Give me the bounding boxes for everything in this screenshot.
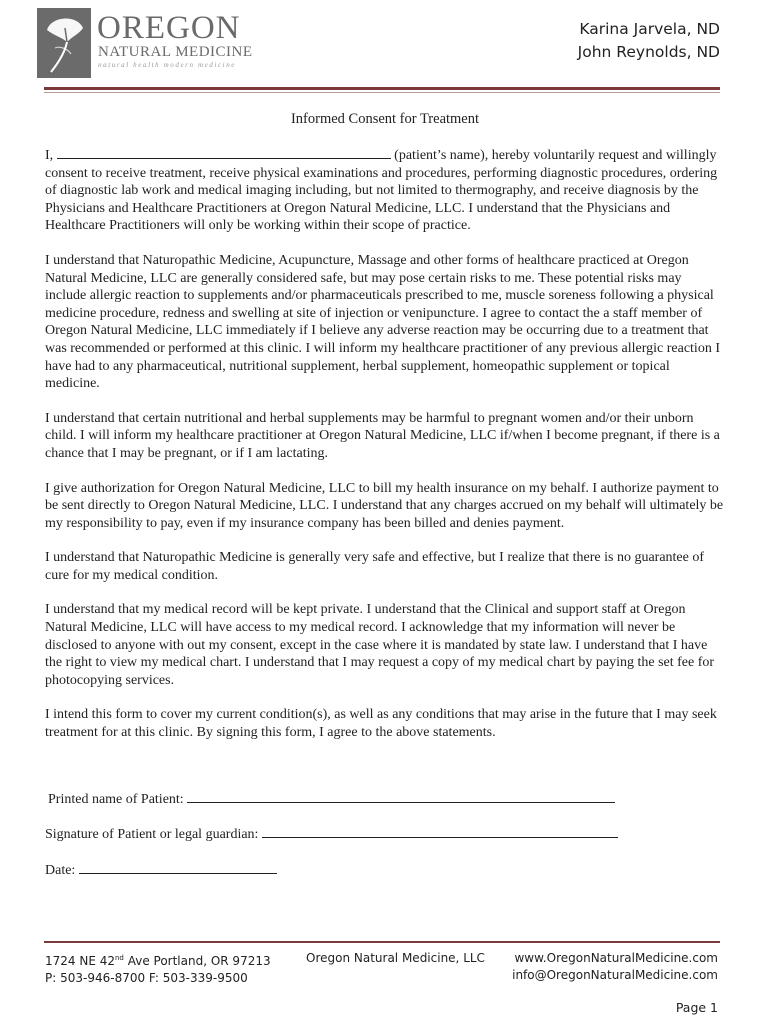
- patient-name-blank[interactable]: [57, 146, 391, 159]
- footer-street-number: 1724 NE 42: [45, 954, 115, 968]
- date-field[interactable]: [79, 861, 277, 874]
- paragraph-consent-text: (patient’s name), hereby voluntarily request and willingly consent to receive treatment, receive physical examinations and procedures, performing diagnostic procedures, ordering of diagnostic lab work and medical imaging including, but not limited to thermography, and receive diagnosis by the Physicians and Healthcare Practitioners at Oregon Natural Medicine, LLC. I understand that the Physicians and Healthcare Practitioners will only be working within their scope of practice.: [45, 148, 718, 234]
- paragraph-privacy: I understand that my medical record will be kept private. I understand that the Clinical and support staff at Oregon Natural Medicine, LLC will have access to my medical record. I acknowledge that my information will never be disclosed to anyone with out my consent, except in the case where it is mandated by state law. I understand that I have the right to view my medical chart. I understand that I may request a copy of my medical chart by paying the set fee for photocopying services.: [45, 602, 715, 688]
- footer-company: Oregon Natural Medicine, LLC: [306, 951, 485, 965]
- printed-name-row: [48, 790, 615, 808]
- footer-address: [45, 950, 271, 987]
- date-row: [45, 861, 277, 879]
- paragraph-agreement: I intend this form to cover my current condition(s), as well as any conditions that may arise in the future that I may seek treatment for at this clinic. By signing this form, I agree to the above statements.: [45, 707, 717, 741]
- paragraph-risks: I understand that Naturopathic Medicine, Acupuncture, Massage and other forms of healthcare practiced at Oregon Natural Medicine, LLC are generally considered safe, but may pose certain risks to me. These potential risks may include allergic reaction to supplements and/or pharmaceuticals prescribed to me, muscle soreness following a physical medicine procedure, redness and swelling at site of injection or venipuncture. I agree to contact the a staff member of Oregon Natural Medicine, LLC immediately if I believe any adverse reaction may be occurring due to a treatment that was recommended or performed at this clinic. I will inform my healthcare practitioner of any previous allergic reaction I have had to any pharmaceutical, nutritional supplement, herbal supplement, homeopathic supplement or topical medicine.: [45, 252, 720, 392]
- signature-row: [45, 825, 618, 843]
- signature-field[interactable]: [262, 825, 618, 838]
- footer-email-link[interactable]: info@OregonNaturalMedicine.com: [512, 968, 718, 982]
- document-title: Informed Consent for Treatment: [290, 111, 480, 127]
- doctor-name-2: John Reynolds, ND: [577, 43, 720, 61]
- header-divider: [44, 87, 720, 90]
- logo: [37, 8, 257, 80]
- page-number: Page 1: [675, 1000, 718, 1015]
- signature-label: Signature of Patient or legal guardian:: [45, 827, 259, 842]
- footer-phone: P: 503-946-8700 F: 503-339-9500: [45, 971, 248, 985]
- date-label: Date:: [45, 863, 76, 878]
- logo-title: OREGON: [97, 10, 241, 46]
- paragraph-no-guarantee: I understand that Naturopathic Medicine is generally very safe and effective, but I realize that there is no guarantee of cure for my medical condition.: [45, 550, 705, 583]
- footer-street-rest: Ave Portland, OR 97213: [123, 954, 271, 968]
- footer-website-link[interactable]: www.OregonNaturalMedicine.com: [514, 951, 718, 965]
- logo-tagline: natural health modern medicine: [98, 61, 237, 69]
- paragraph-billing: I give authorization for Oregon Natural Medicine, LLC to bill my health insurance on my behalf. I authorize payment to be sent directly to Oregon Natural Medicine, LLC. I understand that any charges accrued on my behalf will ultimately be my responsibility to pay, even if my insurance company has been billed and denies payment.: [45, 480, 724, 531]
- printed-name-label: Printed name of Patient:: [48, 792, 184, 807]
- printed-name-field[interactable]: [187, 790, 615, 803]
- footer-contact: [512, 950, 718, 984]
- doctor-name-1: Karina Jarvela, ND: [579, 20, 720, 38]
- paragraph-consent: [45, 146, 725, 235]
- paragraph-pregnancy: I understand that certain nutritional and herbal supplements may be harmful to pregnant women and/or their unborn child. I will inform my healthcare practitioner at Oregon Natural Medicine, LLC if/when I become pregnant, if there is a chance that I may be pregnant, or if I am lactating.: [45, 410, 720, 461]
- footer-divider: [44, 941, 720, 943]
- footer-street-suffix: nd: [115, 954, 124, 962]
- document-body: [45, 146, 725, 759]
- ginkgo-leaf-icon: [37, 8, 91, 78]
- doctor-names: [578, 18, 720, 64]
- logo-subtitle: NATURAL MEDICINE: [98, 44, 253, 60]
- paragraph-consent-prefix: I,: [45, 148, 54, 163]
- footer-street: [45, 950, 271, 970]
- header-divider-thin: [44, 92, 720, 93]
